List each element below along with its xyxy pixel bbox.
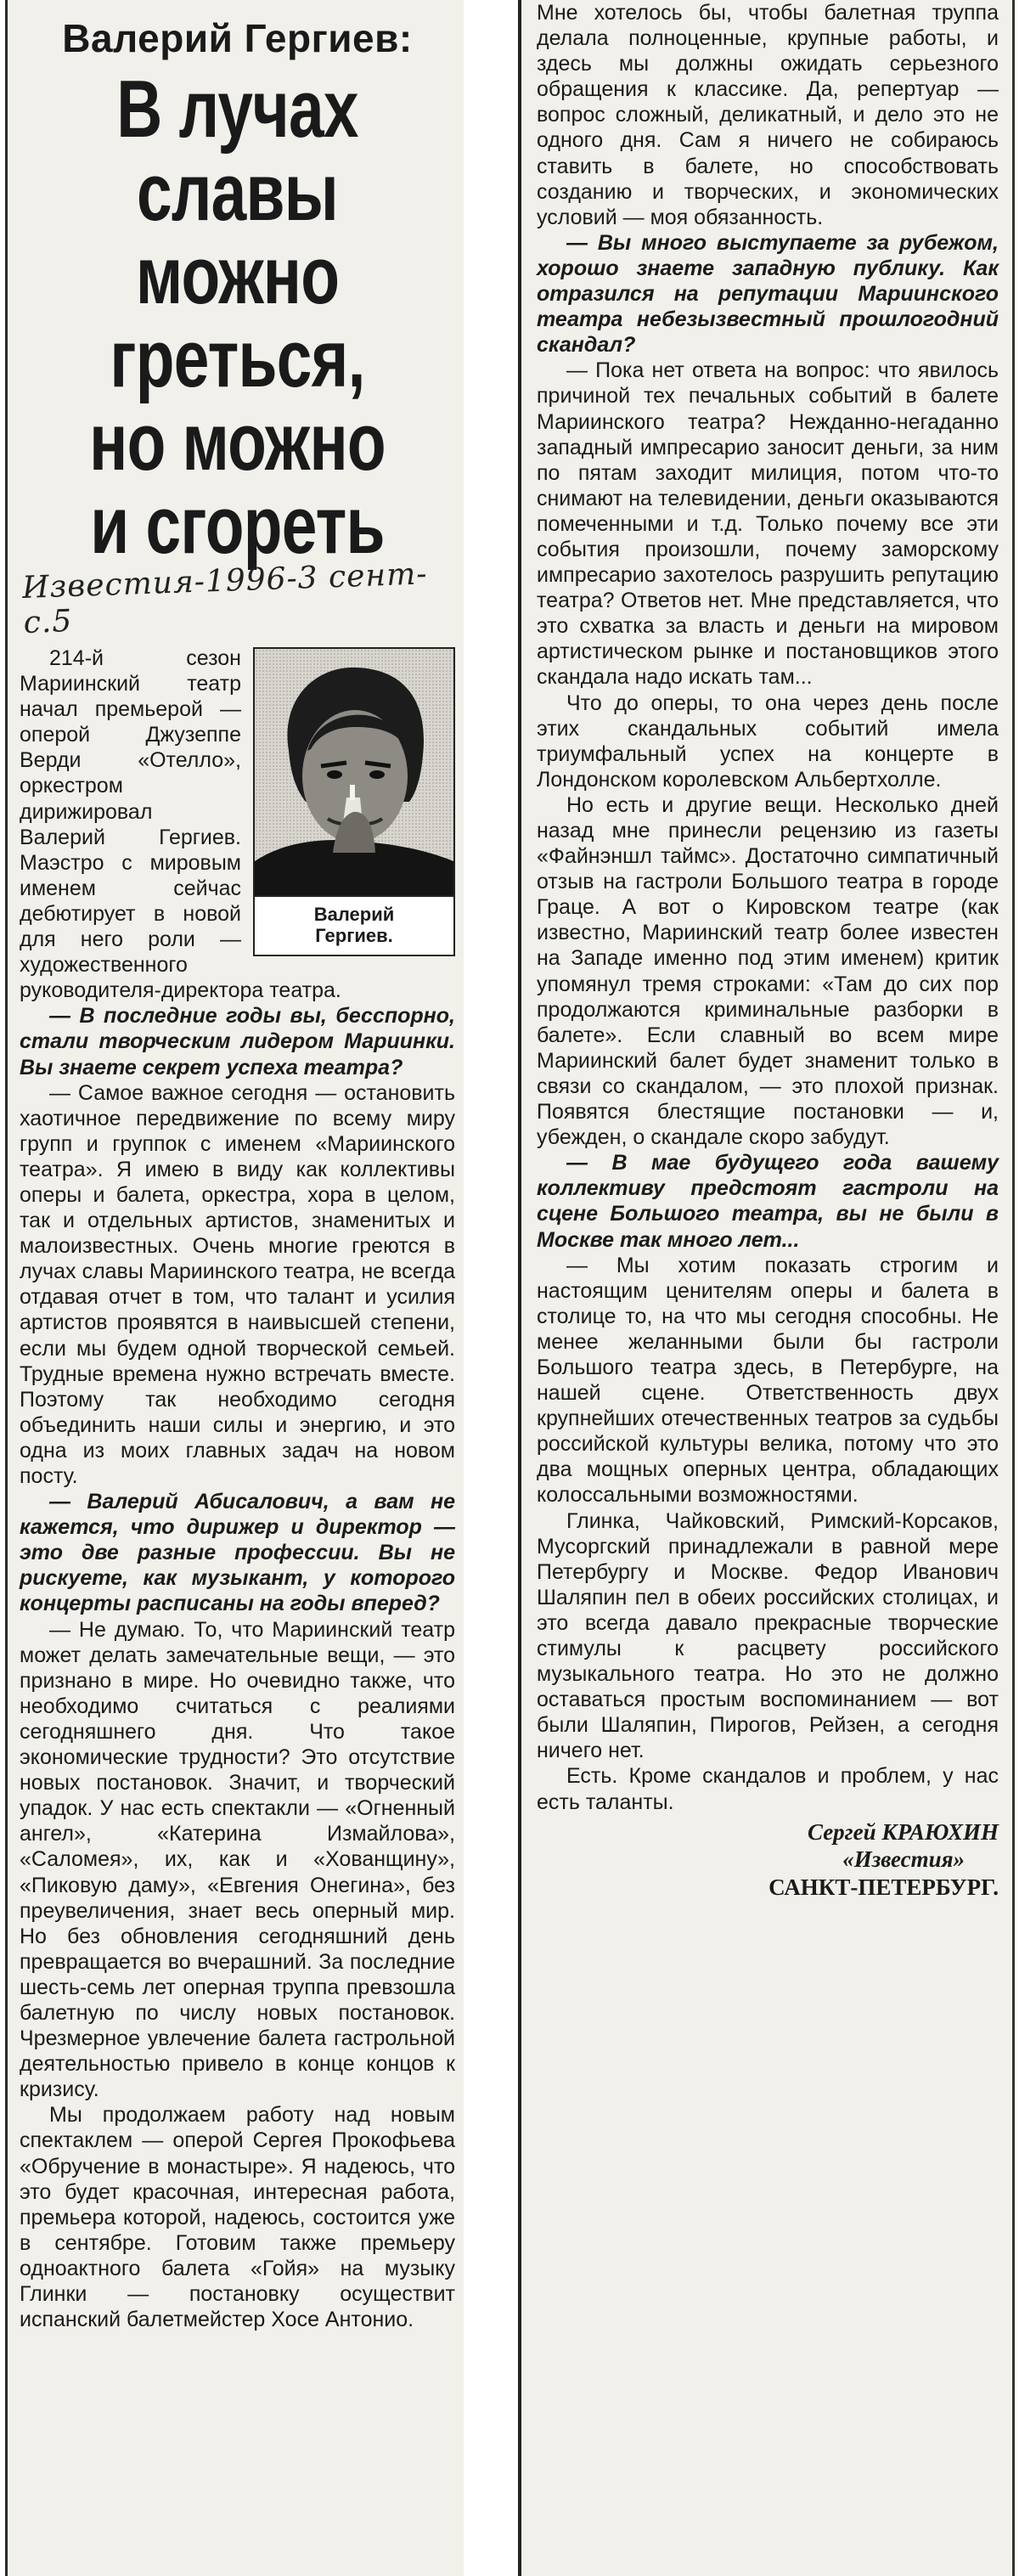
paragraph: — Не думаю. То, что Мариинский театр может делать замечательные вещи, — это признано в мире. Но очевидно также, что необходимо считаться с реалиями сегодняшнего дня. Что такое экономические трудности? Это отсутствие новых постановок. Значит, и творческий упадок. У нас есть спектакли — «Огненный ангел», «Катерина Измайлова», «Саломея», их, как и «Хованщину», «Пиковую даму», «Евгения Онегина», без преувеличения, знает весь оперный мир. Но без обновления сегодняшний день превращается во вчерашний. За последние шесть-семь лет оперная труппа превзошла балетную по числу новых постановок. Чрезмерное увлечение балета гастрольной деятельностью привело в конце концов к кризису. (20, 1617, 455, 2102)
handwritten-source-note: Известия-1996-3 сент-с.5 (21, 556, 429, 640)
left-column (5, 0, 464, 2576)
paragraph: Мне хотелось бы, чтобы балетная труппа делала полноценные, крупные работы, и здесь мы должны ожидать серьезного обращения к классике. Да, репертуар — вопрос сложный, деликатный, и дело это не одного дня. Сам я ничего не собираюсь ставить в балете, но способствовать созданию и творческих, и экономических условий — моя обязанность. (537, 1, 999, 229)
right-body-text (537, 0, 999, 1815)
paragraph: Мы продолжаем работу над новым спектаклем — оперой Сергея Прокофьева «Обручение в монастыре». Я надеюсь, что это будет красочная, интересная работа, премьера которой, надеюсь, состоится уже в сентябре. Готовим также премьеру одноактного балета «Гойя» на музыку Глинки — постановку осуществит испанский балетмейстер Хосе Антонио. (20, 2103, 455, 2332)
headline-line: и сгореть (90, 480, 385, 571)
interview-question: — Валерий Абисалович, а вам не кажется, что дирижер и директор — это две разные профессии. Вы не рискуете, как музыкант, у которого концерты расписаны на годы вперед? (20, 1490, 455, 1616)
caption-line: Гергиев. (315, 925, 393, 946)
headline-line: можно греться, (110, 230, 365, 404)
paragraph: Но есть и другие вещи. Несколько дней назад мне принесли рецензию из газеты «Файнэншл таймс». Достаточно симпатичный отзыв на гастроли Большого театра в городе Граце. А вот о Кировском театре (как известно, Мариинский театр более известен на Западе именно под этим именем) критик упомянул тремя строками: «Там до сих пор продолжаются криминальные разборки в балете». Если славный во всем мире Мариинский балет будет знаменит только в связи со скандалом, — это плохой признак. Появятся блестящие постановки — и, убежден, о скандале скоро забудут. (537, 792, 999, 1150)
paragraph: — Самое важное сегодня — остановить хаотичное передвижение по всему миру групп и группок с именем «Мариинского театра». Я имею в виду как коллективы оперы и балета, оркестра, хора в целом, так и отдельных артистов, знаменитых и малоизвестных. Очень многие греются в лучах славы Мариинского театра, не всегда отдавая отчет в том, что талант и усилия артистов проявятся в наивысшей степени, если мы будем одной творческой семьей. Трудные времена нужно встречать вместе. Поэтому так необходимо сегодня объединить наши силы и энергию, и это одна из моих главных задач на новом посту. (20, 1080, 455, 1488)
paragraph: Есть. Кроме скандалов и проблем, у нас есть таланты. (537, 1764, 999, 1814)
author-signature: Сергей КРАЮХИН (808, 1818, 999, 1845)
caption-line: Валерий (313, 904, 395, 925)
interview-question: — В мае будущего года вашему коллективу предстоят гастроли на сцене Большого театра, вы не были в Москве так много лет... (537, 1151, 999, 1252)
publication-signature: «Известия» (842, 1846, 965, 1872)
paragraph: — Пока нет ответа на вопрос: что явилось причиной тех печальных событий в балете Мариинского театра? Нежданно-негаданно западный импресарио заносит деньги, за ним по пятам заходит милиция, потом что-то снимают на телевидении, деньги оказываются помеченными и т.д. Только почему все эти события произошли, почему заморскому импресарио захотелось разрушить репутацию театра? Ответов нет. Мне представляется, что это схватка за власть и деньги на мировом артистическом рынке и постановщиков этого скандала надо искать там... (537, 358, 999, 690)
paragraph: — Мы хотим показать строгим и настоящим ценителям оперы и балета в столице то, на что мы сегодня способны. Не менее желанными были бы гастроли Большого театра здесь, в Петербурге, на нашей сцене. Ответственность двух крупнейших отечественных театров за судьбы российской культуры велика, потому что это два мощных оперных центра, обладающих колоссальными возможностями. (537, 1253, 999, 1508)
paragraph: Что до оперы, то она через день после этих скандальных событий имела триумфальный успех на концерте в Лондонском королевском Альбертхолле. (537, 691, 999, 792)
article-headline (28, 64, 448, 571)
paragraph: 214-й сезон Мариинский театр начал премьерой — оперой Джузеппе Верди «Отелло», оркестром дирижировал Валерий Гергиев. Маэстро с мировым именем сейчас дебютирует в новой для него роли — художественного руководителя-директора театра. (20, 646, 341, 1003)
city-signature: САНКТ-ПЕТЕРБУРГ. (768, 1874, 999, 1900)
headline-line: но можно (89, 397, 386, 488)
portrait-photo (253, 647, 455, 956)
interview-question: — Вы много выступаете за рубежом, хорошо знаете западную публику. Как отразился на репутации Мариинского театра небезызвестный прошлогодний скандал? (537, 230, 999, 358)
paragraph: Глинка, Чайковский, Римский-Корсаков, Мусоргский принадлежали в равной мере Петербургу и Москве. Федор Иванович Шаляпин пел в обеих российских столицах, и это всегда давало прекрасные творческие стимулы к расцвету российского музыкального театра. Но это не должно оставаться простым воспоминанием — вот были Шаляпин, Пирогов, Рейзен, а сегодня ничего нет. (537, 1508, 999, 1763)
article-kicker: Валерий Гергиев: (62, 16, 413, 60)
portrait-image (255, 649, 453, 895)
interview-question: — В последние годы вы, бесспорно, стали творческим лидером Мариинки. Вы знаете секрет успеха театра? (20, 1004, 455, 1079)
headline-line: В лучах славы (116, 64, 358, 238)
right-column (518, 0, 1015, 2576)
left-body-text (20, 645, 455, 2332)
photo-caption (255, 895, 453, 955)
